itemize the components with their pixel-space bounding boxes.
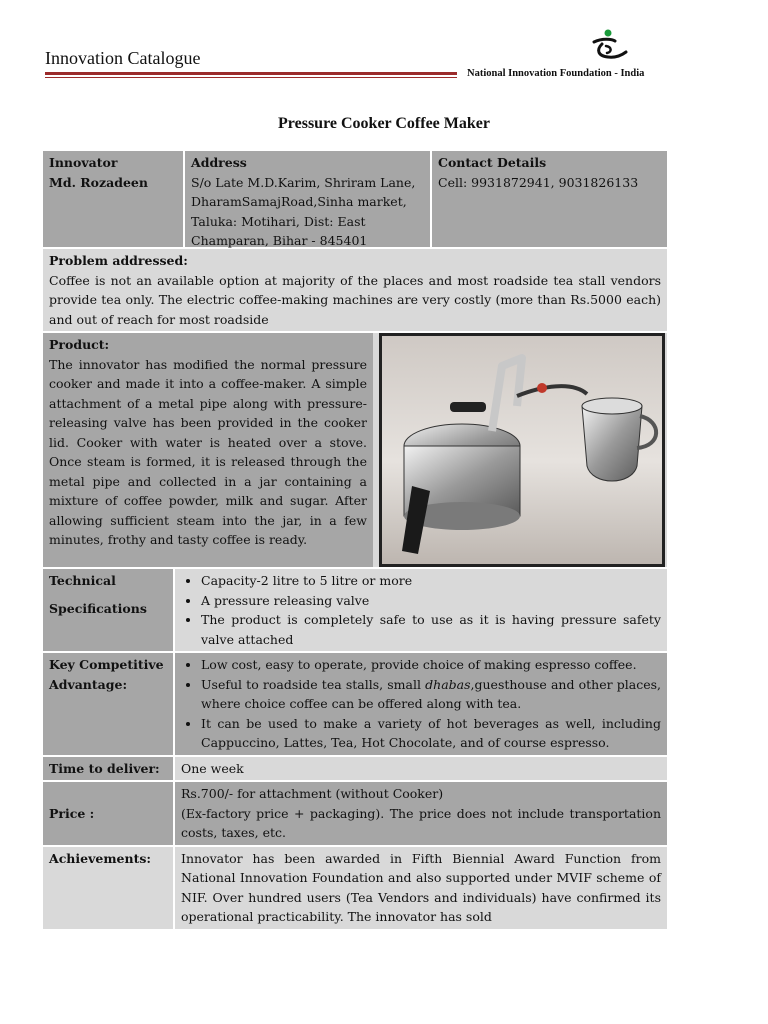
advantage-item [201, 675, 661, 714]
product-label: Product: [49, 337, 110, 352]
innovator-label: Innovator [49, 155, 118, 170]
problem-cell [43, 249, 667, 331]
header-rule-thin [45, 77, 457, 78]
technical-list-cell [173, 569, 667, 651]
delivery-row [43, 757, 667, 783]
problem-label: Problem addressed: [49, 253, 188, 268]
price-label: Price : [43, 782, 173, 845]
contact-text: Cell: 9931872941, 9031826133 [438, 174, 639, 190]
product-text: The innovator has modified the normal pressure cooker and made it into a coffee-maker. A simple attachment of a metal pipe along with pressure-releasing valve has been provided in the cooker lid. Cooker with water is heated over a stove. Once steam is formed, it is released through the metal pipe and collected in a jar containing a mixture of coffee powder, milk and sugar. After allowing sufficient steam into the jar, in a few minutes, frothy and tasty coffee is ready. [49, 356, 367, 547]
technical-row [43, 569, 667, 653]
advantage-item2-part2: ,guesthouse and other places, where choice coffee can be offered along with tea. [201, 676, 661, 711]
technical-item: • Capacity-2 litre to 5 litre or more [201, 571, 661, 591]
header-rule [45, 72, 457, 75]
advantage-label-line1: Key Competitive [49, 657, 164, 672]
price-cell [173, 782, 667, 845]
advantage-label-cell [43, 653, 173, 755]
advantage-item2-italic: dhabas [425, 676, 471, 692]
organization-name: National Innovation Foundation - India [467, 68, 645, 79]
contact-cell [430, 151, 667, 247]
advantage-item: • Low cost, easy to operate, provide choice of making espresso coffee. [201, 655, 661, 675]
address-text: S/o Late M.D.Karim, Shriram Lane, DharamSamajRoad,Sinha market, Taluka: Motihari, Dist: East Champaran, Bihar - 845401 [191, 174, 416, 248]
advantage-row [43, 653, 667, 757]
price-line2: (Ex-factory price + packaging). The price does not include transportation costs, taxes, etc. [181, 805, 661, 840]
address-cell [183, 151, 430, 247]
achievements-text: Innovator has been awarded in Fifth Biennial Award Function from National Innovation Foundation and also supported under MVIF scheme of NIF. Over hundred users (Tea Vendors and individuals) have confirmed its operational practicability. The innovator has sold [173, 847, 667, 929]
achievements-label: Achievements: [43, 847, 173, 929]
product-cell [43, 333, 373, 567]
achievements-row [43, 847, 667, 931]
advantage-item2-part1: Useful to roadside tea stalls, small [201, 676, 426, 692]
catalogue-table [43, 151, 667, 931]
technical-item: • A pressure releasing valve [201, 591, 661, 611]
address-label: Address [191, 155, 247, 170]
innovator-cell [43, 151, 183, 247]
product-photo-cell [373, 333, 667, 567]
price-line1: Rs.700/- for attachment (without Cooker) [181, 786, 444, 801]
advantage-label-line2: Advantage: [49, 676, 128, 692]
nif-logo [582, 28, 632, 68]
contact-label: Contact Details [438, 155, 547, 170]
delivery-label: Time to deliver: [43, 757, 173, 781]
problem-row [43, 249, 667, 333]
technical-label-cell [43, 569, 173, 651]
advantage-list-cell [173, 653, 667, 755]
technical-list [181, 571, 661, 649]
technical-item: • The product is completely safe to use as it is having pressure safety valve attached [201, 610, 661, 649]
technical-label-line2: Specifications [49, 600, 147, 616]
advantage-item: • It can be used to make a variety of hot beverages as well, including Cappuccino, Lattes, Tea, Hot Chocolate, and of course espresso. [201, 714, 661, 753]
innovator-row [43, 151, 667, 249]
product-photo [379, 333, 665, 567]
problem-text: Coffee is not an available option at majority of the places and most roadside tea stall vendors provide tea only. The electric coffee-making machines are very costly (more than Rs.5000 each) and out of reach for most roadside [49, 272, 661, 327]
document-title: Pressure Cooker Coffee Maker [278, 115, 490, 132]
technical-label-line1: Technical [49, 573, 116, 588]
product-row [43, 333, 667, 569]
advantage-list [181, 655, 661, 753]
innovator-name: Md. Rozadeen [49, 174, 148, 190]
catalogue-title: Innovation Catalogue [45, 48, 201, 68]
price-row [43, 782, 667, 847]
delivery-value: One week [173, 757, 667, 781]
